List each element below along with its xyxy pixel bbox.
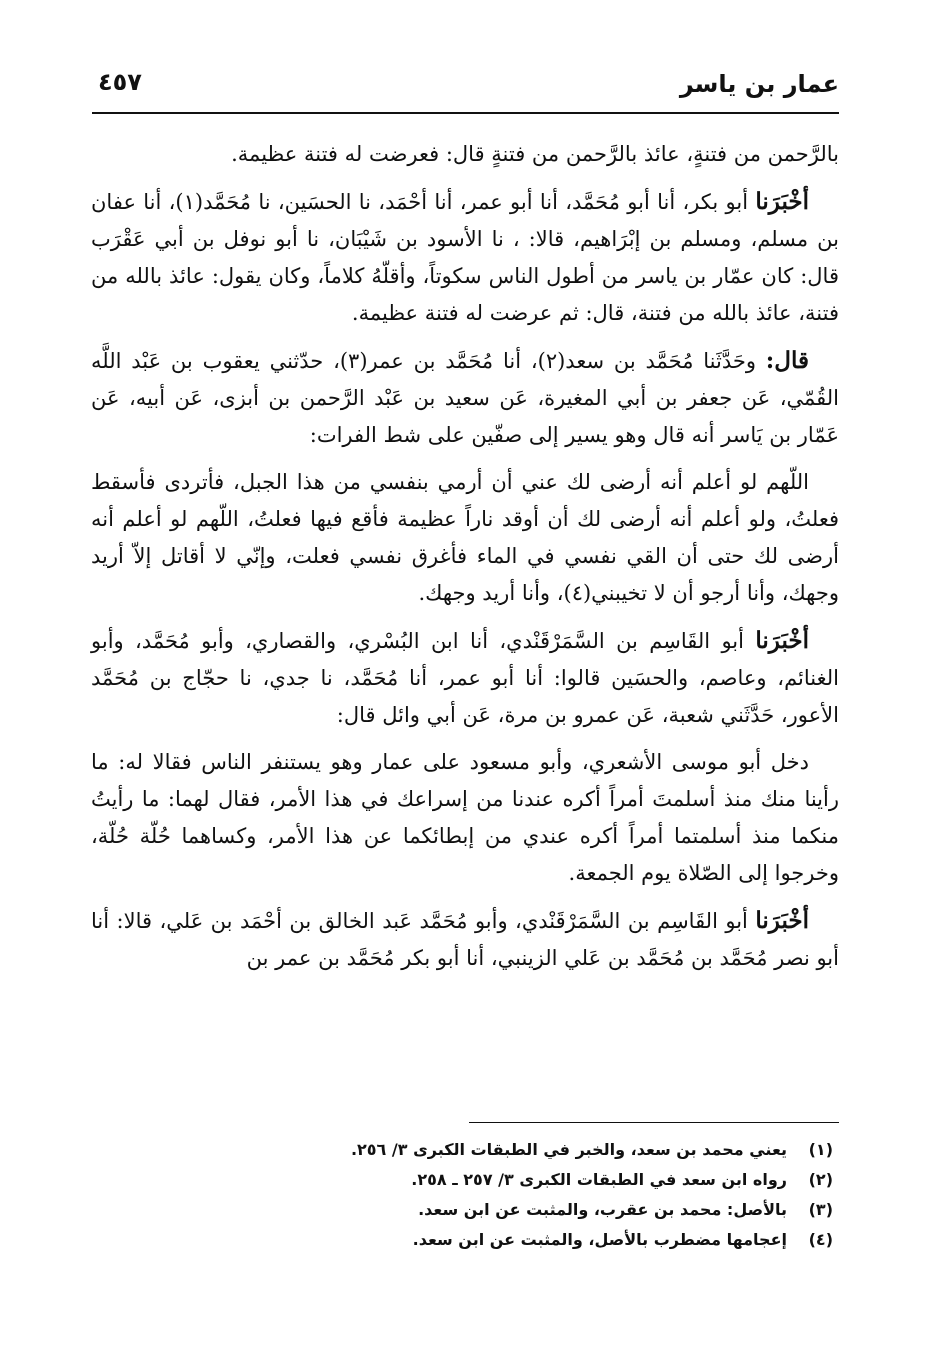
paragraph-7 <box>91 902 839 977</box>
running-title: عمار بن ياسر <box>679 70 839 98</box>
paragraph-text: اللّهم لو أعلم أنه أرضى لك عني أن أرمي بنفسي من هذا الجبل، فأتردى فأسقط فعلتُ، ولو أعلم أنه أرضى لك أن أوقد ناراً عظيمة فأقع فيها فعلتُ، اللّهم لو أعلم أنه أرضى لك حتى أن القي نفسي في الماء فأغرق نفسي فعلت، وإنّي لا أقاتل إلاّ أريد وجهك، وأنا أرجو أن لا تخيبني(٤)، وأنا أريد وجهك. <box>91 470 839 605</box>
footnote-number: (١) <box>808 1140 833 1159</box>
paragraph-text: وحَدَّثَنا مُحَمَّد بن سعد(٢)، أنا مُحَمَّد بن عمر(٣)، حدّثني يعقوب بن عَبْد اللَّه القُمّي، عَن جعفر بن أبي المغيرة، عَن سعيد بن عَبْد الرَّحمن بن أبزى، عَن أبيه، عَن عَمّار بن يَاسر أنه قال وهو يسير إلى صفّين على شط الفرات: <box>91 349 839 447</box>
paragraph-lead-word: قال: <box>765 347 809 374</box>
footnote-3 <box>91 1195 833 1225</box>
paragraph-text: دخل أبو موسى الأشعري، وأبو مسعود على عمار وهو يستنفر الناس فقالا له: ما رأينا منك منذ أسلمتَ أمراً أكره عندنا من إسراعك في هذا الأمر، فقال لهما: ما رأيتُ منكما منذ أسلمتما أمراً أكره عندي من إبطائكما عن هذا الأمر، وكساهما حُلّة حُلّة، وخرجوا إلى الصّلاة يوم الجمعة. <box>91 750 839 885</box>
footnote-2 <box>91 1165 833 1195</box>
footnote-text: بالأصل: محمد بن عقرب، والمثبت عن ابن سعد. <box>418 1200 787 1219</box>
footnote-text: رواه ابن سعد في الطبقات الكبرى ٣/ ٢٥٧ ـ ٢٥٨. <box>411 1170 787 1189</box>
paragraph-1 <box>91 136 839 173</box>
footnote-text: يعني محمد بن سعد، والخبر في الطبقات الكبرى ٣/ ٢٥٦. <box>350 1140 787 1159</box>
paragraph-text: أبو القَاسِم بن السَّمَرْقَنْدي، أنا ابن البُسْري، والقصاري، وأبو مُحَمَّد، وأبو الغنائم، وعاصم، والحسَين قالوا: أنا أبو عمر، أنا مُحَمَّد، نا جدي، نا حجّاج بن مُحَمَّد الأعور، حَدَّثَني شعبة، عَن عمرو بن مرة، عَن أبي وائل قال: <box>91 629 839 727</box>
paragraph-3 <box>91 342 839 454</box>
footnote-number: (٣) <box>808 1200 833 1219</box>
paragraph-6 <box>91 744 839 892</box>
paragraph-5 <box>91 622 839 734</box>
footnote-number: (٤) <box>808 1230 833 1249</box>
paragraph-lead-word: أخْبَرَنا <box>755 627 809 654</box>
paragraph-lead-word: أخْبَرَنا <box>755 188 810 215</box>
paragraph-text: بالرَّحمن من فتنةٍ، عائذ بالرَّحمن من فتنةٍ قال: فعرضت له فتنة عظيمة. <box>231 142 839 166</box>
footnotes <box>91 1122 839 1255</box>
page-body <box>91 136 839 987</box>
page-number: ٤٥٧ <box>98 68 142 96</box>
paragraph-lead-word: أخْبَرَنا <box>755 907 809 934</box>
footnote-divider <box>469 1122 839 1123</box>
footnote-text: إعجامها مضطرب بالأصل، والمثبت عن ابن سعد. <box>412 1230 787 1249</box>
footnote-number: (٢) <box>808 1170 833 1189</box>
footnote-1 <box>91 1135 833 1165</box>
footnote-4 <box>91 1225 833 1255</box>
paragraph-text: أبو القَاسِم بن السَّمَرْقَنْدي، وأبو مُحَمَّد عَبد الخالق بن أحْمَد بن عَلي، قالا: أنا أبو نصر مُحَمَّد بن مُحَمَّد بن عَلي الزينبي، أنا أبو بكر مُحَمَّد بن عمر بن <box>91 909 839 970</box>
paragraph-text: أبو بكر، أنا أبو مُحَمَّد، أنا أبو عمر، أنا أحْمَد، نا الحسَين، نا مُحَمَّد(١)، أنا عفان بن مسلم، ومسلم بن إبْرَاهيم، قالا: ، نا الأسود بن شَيْبَان، نا أبو نوفل بن أبي عَقْرَب قال: كان عمّار بن ياسر من أطول الناس سكوتاً، وأقلّهُ كلاماً، وكان يقول: عائذ بالله من فتنة، عائذ بالله من فتنة، قال: ثم عرضت له فتنة عظيمة. <box>91 190 839 325</box>
paragraph-4 <box>91 464 839 612</box>
paragraph-2 <box>91 183 839 332</box>
page-header <box>92 62 839 114</box>
